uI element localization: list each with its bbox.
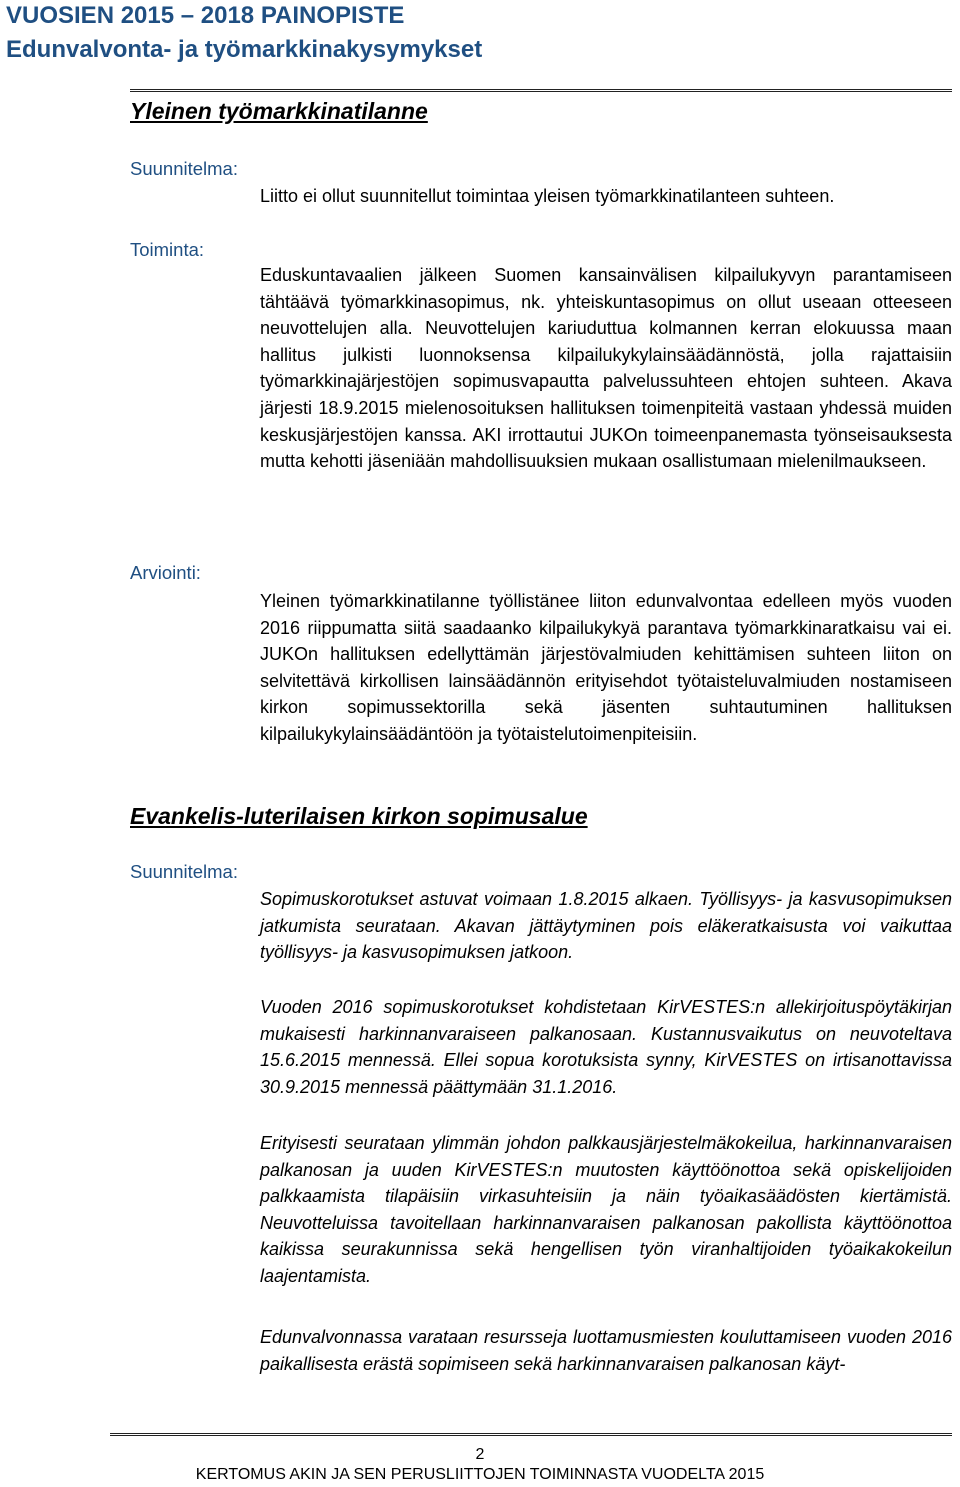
header-divider <box>130 89 952 92</box>
evaluation-label: Arviointi: <box>130 562 201 583</box>
plan-label: Suunnitelma: <box>130 861 238 882</box>
page-header-title: VUOSIEN 2015 – 2018 PAINOPISTE <box>6 2 405 29</box>
evaluation-text: Yleinen työmarkkinatilanne työllistänee liiton edunvalvontaa edelleen myös vuoden 2016 riippumatta siitä saadaanko kilpailukykyä parantava työmarkkinaratkaisu vai ei. JUKOn hallituksen edellyttämän järjestövalmiuden kehittämisen suhteen liiton on selvitettävä kirkollisen lainsäädännön erityisehdot työtaisteluvalmiuden nostamiseen kirkon sopimussektorilla sekä jäsenten suhtautuminen hallituksen kilpailukykylainsäädäntöön ja työtaistelutoimenpiteisiin. <box>260 591 952 744</box>
footer-text: KERTOMUS AKIN JA SEN PERUSLIITTOJEN TOIMINNASTA VUODELTA 2015 <box>195 1466 765 1483</box>
section-heading-general-labor-market: Yleinen työmarkkinatilanne <box>130 98 428 124</box>
plan-label: Suunnitelma: <box>130 158 238 179</box>
footer-divider <box>110 1433 952 1436</box>
plan-paragraph: Sopimuskorotukset astuvat voimaan 1.8.2015 alkaen. Työllisyys- ja kasvusopimuksen jatkumista seurataan. Akavan jättäytyminen pois eläkeratkaisusta voi vaikuttaa työllisyys- ja kasvusopimuksen jatkoon. <box>260 889 952 963</box>
plan-paragraph: Erityisesti seurataan ylimmän johdon palkkausjärjestelmäkokeilua, harkinnanvaraisen palkanosan ja uuden KirVESTES:n muutosten käyttöönottoa sekä opiskelijoiden palkkaamista tilapäisiin virkasuhteisiin ja näin työaikasäädösten kiertämistä. Neuvotteluissa tavoitellaan harkinnanvaraisen palkanosan pakollista käyttöönottoa kaikissa seurakunnissa sekä hengellisen työn viranhaltijoiden työaikakokeilun laajentamista. <box>260 1133 952 1286</box>
section-heading-church-agreement: Evankelis-luterilaisen kirkon sopimusalue <box>130 803 588 829</box>
action-text: Eduskuntavaalien jälkeen Suomen kansainvälisen kilpailukyvyn parantamiseen tähtäävä työmarkkinasopimus, nk. yhteiskuntasopimus on ollut useaan otteeseen neuvottelujen alla. Neuvottelujen kariuduttua kolmannen kerran elokuussa maan hallitus julkisti luonnoksensa kilpailukykylainsäädännöstä, jolla rajattaisiin työmarkkinajärjestöjen sopimusvapautta palvelussuhteen ehtojen suhteen. Akava järjesti 18.9.2015 mielenosoituksen hallituksen toimenpiteitä vastaan yhdessä muiden keskusjärjestöjen kanssa. AKI irrottautui JUKOn toimeenpanemasta työnseisauksesta mutta kehotti jäseniään mahdollisuuksien mukaan osallistumaan mielenilmaukseen. <box>260 265 952 472</box>
plan-paragraph: Vuoden 2016 sopimuskorotukset kohdistetaan KirVESTES:n allekirjoituspöytäkirjan mukaisesti harkinnanvaraiseen palkanosaan. Kustannusvaikutus on neuvoteltava 15.6.2015 mennessä. Ellei sopua korotuksista synny, KirVESTES on irtisanottavissa 30.9.2015 mennessä päättymään 31.1.2016. <box>260 997 952 1097</box>
page-header-subtitle: Edunvalvonta- ja työmarkkinakysymykset <box>6 36 483 63</box>
page-number: 2 <box>475 1446 485 1463</box>
action-label: Toiminta: <box>130 239 205 260</box>
plan-paragraph: Edunvalvonnassa varataan resursseja luottamusmiesten kouluttamiseen vuoden 2016 paikallisesta erästä sopimiseen sekä harkinnanvaraisen palkanosan käyt- <box>260 1327 952 1374</box>
plan-text: Liitto ei ollut suunnitellut toimintaa yleisen työmarkkinatilanteen suhteen. <box>260 186 835 206</box>
